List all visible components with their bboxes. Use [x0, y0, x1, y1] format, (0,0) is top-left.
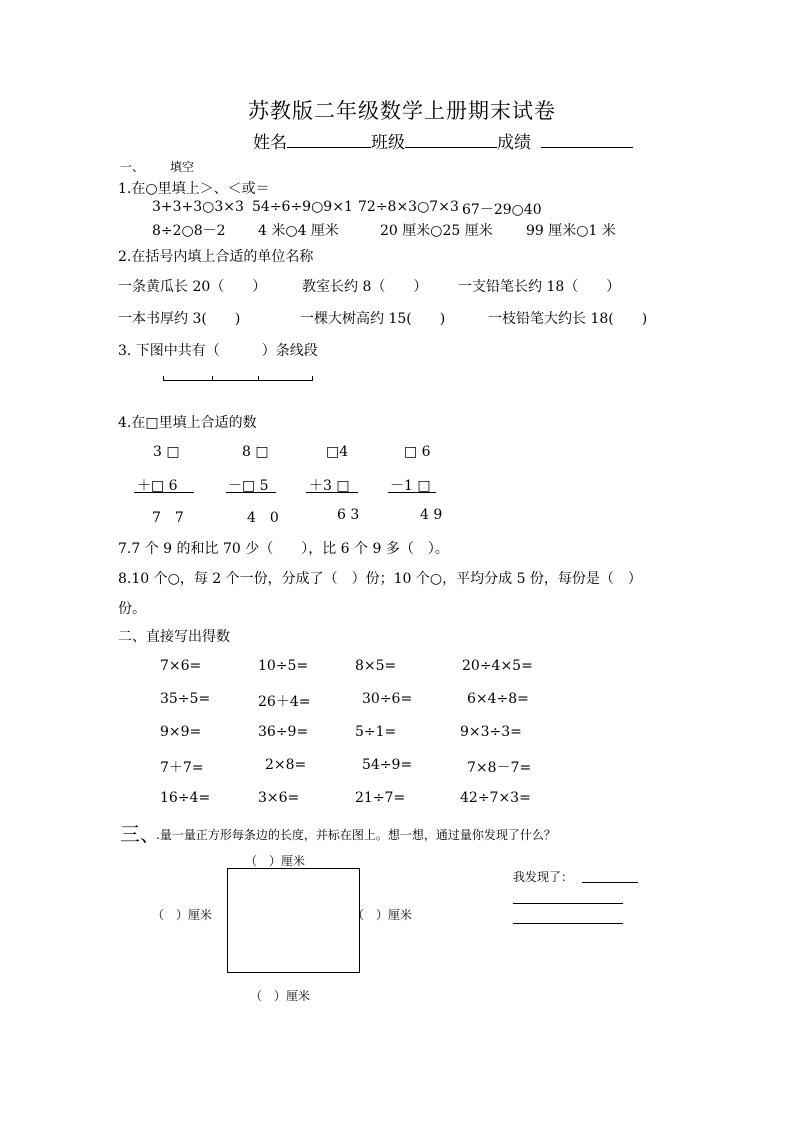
score-label: 成绩	[497, 133, 531, 153]
q2-item: 一棵大树高约 15( )	[300, 311, 446, 327]
square-figure	[227, 868, 360, 973]
q4-top: 8 □	[242, 444, 269, 460]
calc-item: 6×4÷8=	[467, 691, 529, 707]
class-label: 班级	[371, 133, 405, 153]
sum-line	[226, 492, 276, 493]
q1-item: 8÷2○8－2	[152, 223, 226, 239]
q8-text-cont: 份。	[118, 601, 146, 617]
segment-tick	[212, 376, 213, 381]
q2-prompt: 2.在括号内填上合适的单位名称	[118, 249, 314, 265]
name-label: 姓名	[253, 133, 287, 153]
section2-title: 二、直接写出得数	[118, 629, 230, 645]
section1-label: 填空	[170, 160, 195, 174]
answer-line[interactable]	[582, 882, 638, 883]
calc-item: 26＋4=	[258, 694, 311, 710]
calc-item: 8×5=	[355, 658, 397, 674]
sum-line	[134, 492, 194, 493]
section3-number: 三、	[120, 822, 160, 846]
calc-item: 10÷5=	[258, 658, 309, 674]
q1-item: 72÷8×3○7×3	[358, 199, 459, 215]
class-blank[interactable]	[405, 132, 497, 148]
calc-item: 36÷9=	[258, 724, 309, 740]
segment-line	[163, 380, 313, 381]
section1-number: 一、	[120, 160, 145, 174]
q1-item: 99 厘米○1 米	[526, 223, 616, 239]
q4-top: □4	[326, 444, 349, 460]
calc-item: 35÷5=	[160, 691, 211, 707]
score-blank[interactable]	[541, 132, 633, 148]
calc-item: 7×6=	[160, 658, 202, 674]
calc-item: 3×6=	[258, 790, 300, 806]
square-top-label: （ ）厘米	[245, 854, 306, 868]
square-left-label: （ ）厘米	[152, 908, 213, 922]
q2-item: 一支铅笔长约 18（ ）	[458, 279, 621, 295]
segment-tick	[258, 376, 259, 381]
answer-line[interactable]	[513, 903, 623, 904]
q4-bottom: 6 3	[337, 507, 360, 523]
answer-line[interactable]	[513, 923, 623, 924]
q1-item: 67－29○40	[462, 202, 542, 218]
q1-item: 4 米○4 厘米	[258, 223, 339, 239]
section3-prompt: .量一量正方形每条边的长度，并标在图上。想一想，通过量你发现了什么？	[156, 828, 556, 842]
q4-mid: －□ 5	[228, 478, 269, 494]
calc-item: 42÷7×3=	[460, 790, 531, 806]
q4-mid: ＋3 □	[309, 478, 350, 494]
square-right-label: （ ）厘米	[352, 908, 413, 922]
segment-tick	[312, 376, 313, 381]
calc-item: 2×8=	[265, 757, 307, 773]
q2-item: 一本书厚约 3( )	[118, 311, 241, 327]
calc-item: 7×8－7=	[467, 760, 532, 776]
q4-mid: ＋□ 6	[137, 478, 178, 494]
calc-item: 54÷9=	[362, 757, 413, 773]
q3-prompt: 3. 下图中共有（ ）条线段	[118, 343, 318, 359]
q2-item: 一枝铅笔大约长 18( )	[488, 311, 648, 327]
q1-item: 3+3+3○3×3	[152, 199, 244, 215]
q2-item: 一条黄瓜长 20（ ）	[118, 279, 267, 295]
calc-item: 21÷7=	[355, 790, 406, 806]
name-blank[interactable]	[287, 132, 371, 148]
q1-item: 54÷6÷9○9×1	[252, 199, 353, 215]
calc-item: 7＋7=	[160, 760, 204, 776]
q4-bottom: 4 9	[420, 507, 443, 523]
q4-prompt: 4.在□里填上合适的数	[118, 415, 257, 431]
calc-item: 30÷6=	[362, 691, 413, 707]
page-title: 苏教版二年级数学上册期末试卷	[248, 99, 556, 123]
q4-mid: －1 □	[390, 478, 431, 494]
segment-tick	[163, 376, 164, 381]
calc-item: 16÷4=	[160, 790, 211, 806]
found-label: 我发现了：	[513, 870, 574, 884]
q8-text: 8.10 个○，每 2 个一份，分成了（ ）份；10 个○，平均分成 5 份，每份是（ ）	[118, 571, 642, 587]
q7-text: 7.7 个 9 的和比 70 少（ ），比 6 个 9 多（ ）。	[118, 541, 449, 557]
q4-top: 3 □	[153, 444, 180, 460]
calc-item: 9×9=	[160, 724, 202, 740]
q4-bottom: 4 0	[247, 510, 279, 526]
sum-line	[388, 492, 436, 493]
calc-item: 20÷4×5=	[462, 658, 533, 674]
q2-item: 教室长约 8（ ）	[302, 279, 428, 295]
student-info-row	[253, 128, 633, 153]
calc-item: 5÷1=	[355, 724, 397, 740]
calc-item: 9×3÷3=	[460, 724, 522, 740]
q1-item: 20 厘米○25 厘米	[380, 223, 493, 239]
sum-line	[306, 492, 358, 493]
square-bottom-label: （ ）厘米	[250, 989, 311, 1003]
q1-prompt: 1.在○里填上＞、＜或＝	[118, 181, 270, 197]
q4-top: □ 6	[404, 444, 431, 460]
q4-bottom: 7 7	[152, 510, 184, 526]
